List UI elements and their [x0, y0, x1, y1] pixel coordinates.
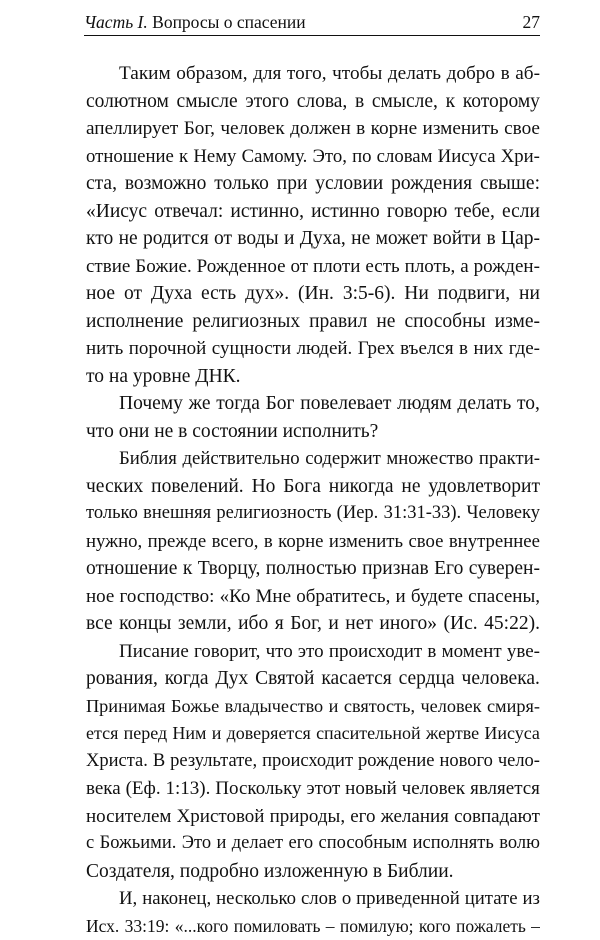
text-line: рования, когда Дух Святой касается сердца человека.	[86, 665, 540, 693]
text-line: нужно, прежде всего, в корне изменить свое внутреннее	[86, 528, 540, 556]
text-line: «Иисус отвечал: истинно, истинно говорю тебе, если	[86, 198, 540, 226]
text-line: Таким образом, для того, чтобы делать добро в аб-	[86, 60, 540, 88]
text-line: ствие Божие. Рожденное от плоти есть плоть, а рожден-	[86, 253, 540, 281]
text-line: кто не родится от воды и Духа, не может войти в Цар-	[86, 225, 540, 253]
text-line: с Божьими. Это и делает его способным исполнять волю	[86, 830, 540, 858]
text-line: ческих повелений. Но Бога никогда не удовлетворит	[86, 473, 540, 501]
text-line: Библия действительно содержит множество практи-	[86, 445, 540, 473]
text-line: века (Еф. 1:13). Поскольку этот новый человек является	[86, 775, 540, 803]
text-line: ста, возможно только при условии рождения свыше:	[86, 170, 540, 198]
running-header	[84, 10, 540, 36]
text-line: Писание говорит, что это происходит в момент уве-	[86, 638, 540, 666]
text-line: ное от Духа есть дух». (Ин. 3:5-6). Ни подвиги, ни	[86, 280, 540, 308]
body-text	[86, 60, 540, 940]
text-line: Почему же тогда Бог повелевает людям делать то,	[86, 390, 540, 418]
text-line: Принимая Божье владычество и святость, человек смиря-	[86, 693, 540, 721]
text-line: апеллирует Бог, человек должен в корне изменить свое	[86, 115, 540, 143]
text-line: все концы земли, ибо я Бог, и нет иного» (Ис. 45:22).	[86, 610, 540, 638]
text-line: отношение к Творцу, полностью признав Его суверен-	[86, 555, 540, 583]
text-line: солютном смысле этого слова, в смысле, к которому	[86, 88, 540, 116]
text-line: Создателя, подробно изложенную в Библии.	[86, 858, 540, 886]
text-line: нить порочной сущности людей. Грех въелся в них где-	[86, 335, 540, 363]
text-line: Христа. В результате, происходит рождение нового чело-	[86, 748, 540, 776]
text-line: ется перед Ним и доверяется спасительной жертве Иисуса	[86, 720, 540, 748]
text-line: Исх. 33:19: «...кого помиловать – помилую; кого пожалеть –	[86, 913, 540, 940]
text-line: только внешняя религиозность (Иер. 31:31-33). Человеку	[86, 500, 540, 528]
page-number: 27	[523, 12, 541, 32]
running-title	[84, 12, 306, 32]
text-line: отношение к Нему Самому. Это, по словам Иисуса Хри-	[86, 143, 540, 171]
text-line: исполнение религиозных правил не способны изме-	[86, 308, 540, 336]
text-line: И, наконец, несколько слов о приведенной цитате из	[86, 885, 540, 913]
text-line: то на уровне ДНК.	[86, 363, 540, 391]
part-label: Часть I.	[84, 12, 148, 32]
section-title: Вопросы о спасении	[152, 12, 306, 32]
text-line: носителем Христовой природы, его желания совпадают	[86, 803, 540, 831]
text-line: ное господство: «Ко Мне обратитесь, и будете спасены,	[86, 583, 540, 611]
text-line: что они не в состоянии исполнить?	[86, 418, 540, 446]
